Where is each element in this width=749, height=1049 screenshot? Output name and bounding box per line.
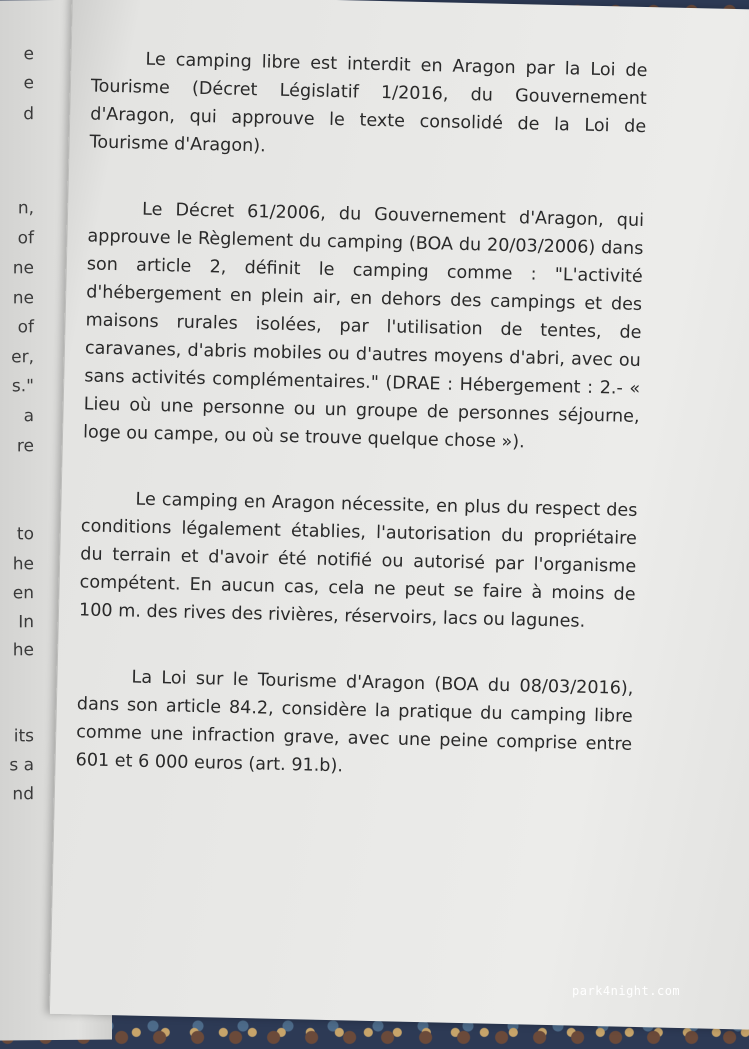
- left-page-word: a: [23, 406, 34, 427]
- left-page-word: en: [12, 583, 34, 604]
- paragraph-decret: Le Décret 61/2006, du Gouvernement d'Aragon, qui approuve le Règlement du camping (BOA du 20/03/2006) dans son article 2, définit le camping comme : "L'activité d'hébergement en plein air, en dehors des campings et des maisons rurales isolées, par l'utilisation de tentes, de caravanes, d'abris mobiles ou d'autres moyens d'abri, avec ou sans activités complémentaires." (DRAE : Hébergement : 2.- « Lieu où une personne ou un groupe de personnes séjourne, loge ou campe, ou où se trouve quelque chose »).: [82, 199, 645, 453]
- left-page-word: he: [12, 640, 34, 661]
- left-page-word: d: [23, 104, 34, 125]
- paragraph-camping-libre: Le camping libre est interdit en Aragon par la Loi de Tourisme (Décret Législatif 1/2016, du Gouvernement d'Aragon, qui approuve le texte consolidé de la Loi de Tourisme d'Aragon).: [89, 49, 648, 157]
- left-page-word: ne: [12, 258, 34, 279]
- left-page-word: re: [16, 436, 34, 457]
- left-page-word: of: [17, 317, 34, 338]
- left-page-word: ne: [12, 288, 34, 309]
- left-page-word: In: [18, 612, 34, 633]
- paragraph-conditions: Le camping en Aragon nécessite, en plus du respect des conditions légalement établies, l'autorisation du propriétaire du terrain et d'avoir été notifié ou autorisé par l'organisme compétent. En aucun cas, cela ne peut se faire à moins de 100 m. des rives des rivières, réservoirs, lacs ou lagunes.: [78, 489, 638, 632]
- left-page-word: he: [12, 554, 34, 575]
- left-page-word: its: [13, 726, 34, 747]
- left-page-word: er,: [11, 347, 34, 368]
- main-page: [49, 0, 749, 1030]
- left-page-word: s a: [9, 755, 34, 776]
- watermark: park4night.com: [572, 984, 681, 998]
- left-page-word: to: [16, 524, 34, 545]
- left-page-word: nd: [12, 784, 34, 805]
- paragraph-infraction: La Loi sur le Tourisme d'Aragon (BOA du 08/03/2016), dans son article 84.2, considère la pratique du camping libre comme une infraction grave, avec une peine comprise entre 601 et 6 000 euros (art. 91.b).: [75, 667, 634, 777]
- left-page-word: n,: [17, 198, 34, 219]
- left-page-word: e: [23, 44, 34, 65]
- document-body: [74, 44, 647, 824]
- left-page-word: of: [17, 228, 34, 249]
- left-page-word: e: [23, 73, 34, 94]
- left-page-word: s.": [11, 376, 34, 397]
